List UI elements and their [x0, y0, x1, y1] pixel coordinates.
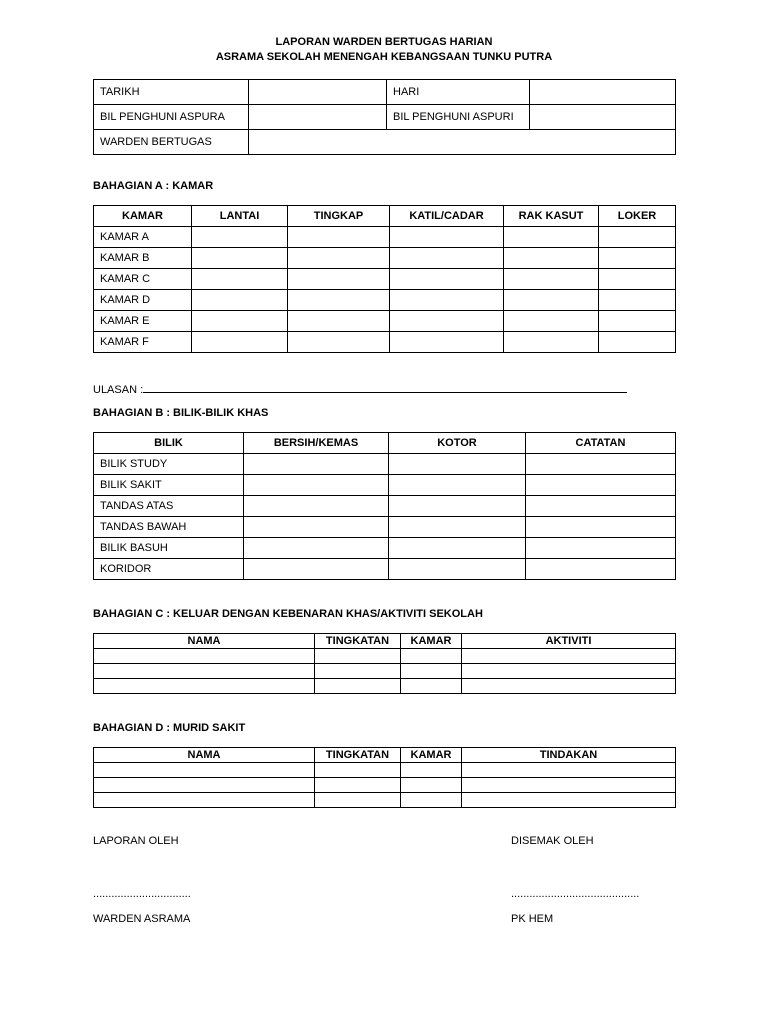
cell[interactable] [192, 269, 288, 290]
cell[interactable] [94, 664, 315, 679]
tingkatan-header: TINGKATAN [315, 634, 401, 649]
cell[interactable] [192, 248, 288, 269]
section-c-title: BAHAGIAN C : KELUAR DENGAN KEBENARAN KHAS/AKTIVITI SEKOLAH [93, 608, 483, 620]
cell[interactable] [244, 496, 389, 517]
cell[interactable] [504, 269, 599, 290]
cell[interactable] [244, 454, 389, 475]
row-label: KAMAR B [94, 248, 192, 269]
kamar-header: KAMAR [401, 634, 462, 649]
cell[interactable] [504, 227, 599, 248]
cell[interactable] [401, 763, 462, 778]
table-row [94, 496, 676, 517]
row-label: TANDAS BAWAH [94, 517, 244, 538]
laporan-oleh-label: LAPORAN OLEH [93, 835, 179, 847]
nama-header: NAMA [94, 634, 315, 649]
cell[interactable] [599, 269, 676, 290]
cell[interactable] [462, 793, 676, 808]
cell[interactable] [94, 778, 315, 793]
cell[interactable] [462, 664, 676, 679]
cell[interactable] [315, 763, 401, 778]
lantai-header: LANTAI [192, 206, 288, 227]
table-row [94, 248, 676, 269]
cell[interactable] [462, 763, 676, 778]
cell[interactable] [504, 311, 599, 332]
tarikh-field[interactable] [249, 80, 387, 105]
cell[interactable] [389, 496, 526, 517]
row-label: TANDAS ATAS [94, 496, 244, 517]
cell[interactable] [389, 475, 526, 496]
cell[interactable] [599, 290, 676, 311]
catatan-header: CATATAN [526, 433, 676, 454]
cell[interactable] [389, 517, 526, 538]
tingkatan-header: TINGKATAN [315, 748, 401, 763]
tingkap-header: TINGKAP [288, 206, 390, 227]
school-name: ASRAMA SEKOLAH MENENGAH KEBANGSAAN TUNKU PUTRA [215, 51, 553, 63]
row-label: KAMAR F [94, 332, 192, 353]
cell[interactable] [244, 475, 389, 496]
katil-cadar-header: KATIL/CADAR [390, 206, 504, 227]
cell[interactable] [526, 496, 676, 517]
table-row [94, 290, 676, 311]
cell[interactable] [526, 475, 676, 496]
report-title: LAPORAN WARDEN BERTUGAS HARIAN [275, 36, 493, 48]
cell[interactable] [401, 649, 462, 664]
cell[interactable] [599, 248, 676, 269]
cell[interactable] [315, 778, 401, 793]
cell[interactable] [288, 269, 390, 290]
cell[interactable] [462, 649, 676, 664]
cell[interactable] [192, 311, 288, 332]
warden-field[interactable] [249, 130, 676, 155]
table-row [94, 311, 676, 332]
kotor-header: KOTOR [389, 433, 526, 454]
cell[interactable] [244, 538, 389, 559]
kamar-table [93, 205, 676, 353]
row-label: KAMAR A [94, 227, 192, 248]
table-row [94, 793, 676, 808]
cell[interactable] [192, 227, 288, 248]
cell[interactable] [244, 559, 389, 580]
left-signature-line[interactable]: ................................ [93, 888, 191, 900]
cell[interactable] [288, 332, 390, 353]
hari-label: HARI [387, 80, 530, 105]
cell[interactable] [390, 227, 504, 248]
row-label: KAMAR D [94, 290, 192, 311]
cell[interactable] [390, 269, 504, 290]
pk-hem-label: PK HEM [511, 913, 554, 925]
cell[interactable] [504, 290, 599, 311]
disemak-oleh-label: DISEMAK OLEH [511, 835, 594, 847]
cell[interactable] [401, 679, 462, 694]
table-row [94, 517, 676, 538]
tarikh-label: TARIKH [94, 80, 249, 105]
cell[interactable] [288, 290, 390, 311]
cell[interactable] [504, 248, 599, 269]
kamar-header: KAMAR [401, 748, 462, 763]
hari-field[interactable] [530, 80, 676, 105]
cell[interactable] [315, 679, 401, 694]
cell[interactable] [526, 538, 676, 559]
cell[interactable] [462, 778, 676, 793]
table-row [94, 778, 676, 793]
table-row [94, 332, 676, 353]
section-a-title: BAHAGIAN A : KAMAR [93, 180, 214, 192]
section-b-title: BAHAGIAN B : BILIK-BILIK KHAS [93, 407, 269, 419]
table-row [94, 269, 676, 290]
cell[interactable] [401, 793, 462, 808]
cell[interactable] [192, 332, 288, 353]
cell[interactable] [389, 454, 526, 475]
table-row [94, 649, 676, 664]
row-label: KORIDOR [94, 559, 244, 580]
cell[interactable] [504, 332, 599, 353]
kamar-header: KAMAR [94, 206, 192, 227]
section-d-title: BAHAGIAN D : MURID SAKIT [93, 722, 246, 734]
bilik-table [93, 432, 676, 580]
row-label: BILIK SAKIT [94, 475, 244, 496]
cell[interactable] [315, 793, 401, 808]
table-row [94, 559, 676, 580]
cell[interactable] [390, 290, 504, 311]
cell[interactable] [401, 664, 462, 679]
cell[interactable] [288, 227, 390, 248]
row-label: BILIK BASUH [94, 538, 244, 559]
cell[interactable] [599, 332, 676, 353]
bilik-header: BILIK [94, 433, 244, 454]
table-row [94, 679, 676, 694]
cell[interactable] [401, 778, 462, 793]
aktiviti-header: AKTIVITI [462, 634, 676, 649]
cell[interactable] [389, 559, 526, 580]
nama-header: NAMA [94, 748, 315, 763]
loker-header: LOKER [599, 206, 676, 227]
ulasan-label: ULASAN : [93, 384, 144, 396]
cell[interactable] [315, 664, 401, 679]
cell[interactable] [526, 454, 676, 475]
bil-aspura-field[interactable] [249, 105, 387, 130]
cell[interactable] [599, 311, 676, 332]
table-row [94, 664, 676, 679]
cell[interactable] [390, 332, 504, 353]
right-signature-line[interactable]: .......................................... [511, 888, 640, 900]
sakit-table [93, 747, 676, 808]
cell[interactable] [526, 559, 676, 580]
table-row [94, 763, 676, 778]
ulasan-field[interactable] [143, 382, 627, 393]
table-row [94, 538, 676, 559]
table-row [94, 227, 676, 248]
row-label: KAMAR E [94, 311, 192, 332]
row-label: BILIK STUDY [94, 454, 244, 475]
rak-kasut-header: RAK KASUT [504, 206, 599, 227]
bil-aspura-label: BIL PENGHUNI ASPURA [94, 105, 249, 130]
cell[interactable] [390, 248, 504, 269]
cell[interactable] [389, 538, 526, 559]
table-row [94, 475, 676, 496]
keluar-table [93, 633, 676, 694]
tindakan-header: TINDAKAN [462, 748, 676, 763]
cell[interactable] [462, 679, 676, 694]
bersih-kemas-header: BERSIH/KEMAS [244, 433, 389, 454]
cell[interactable] [192, 290, 288, 311]
cell[interactable] [288, 248, 390, 269]
cell[interactable] [390, 311, 504, 332]
warden-asrama-label: WARDEN ASRAMA [93, 913, 191, 925]
cell[interactable] [94, 679, 315, 694]
cell[interactable] [526, 517, 676, 538]
cell[interactable] [94, 649, 315, 664]
ulasan-row [93, 382, 627, 396]
cell[interactable] [315, 649, 401, 664]
bil-aspuri-field[interactable] [530, 105, 676, 130]
cell[interactable] [244, 517, 389, 538]
cell[interactable] [599, 227, 676, 248]
cell[interactable] [94, 793, 315, 808]
table-row [94, 454, 676, 475]
bil-aspuri-label: BIL PENGHUNI ASPURI [387, 105, 530, 130]
warden-label: WARDEN BERTUGAS [94, 130, 249, 155]
cell[interactable] [94, 763, 315, 778]
cell[interactable] [288, 311, 390, 332]
row-label: KAMAR C [94, 269, 192, 290]
info-table [93, 79, 676, 155]
